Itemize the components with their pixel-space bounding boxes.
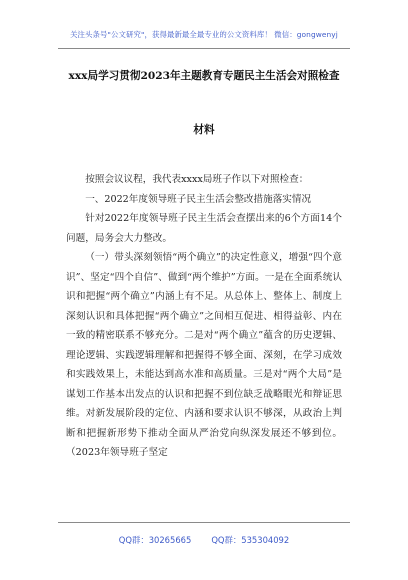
footer-qq-group-1: QQ群：30265665	[118, 535, 192, 545]
footer-divider	[58, 522, 350, 523]
footer-qq-group-2: QQ群：535304092	[211, 535, 290, 545]
section-heading-1: 一、2022年度领导班子民主生活会整改措施落实情况	[85, 193, 312, 205]
footer	[0, 534, 408, 546]
document-title: xxx局学习贯彻2023年主题教育专题民主生活会对照检查	[68, 70, 340, 82]
paragraph-item-1: （一）带头深刻领悟“两个确立”的决定性意义，增强“四个意识”、坚定“四个自信”、做到“两个维护”方面。一是在全面系统认识和把握“两个确立”内涵上有不足。从总体上、整体上、制度上深刻认识和具体把握“两个确立”之间相互促进、相得益彰、内在一致的精密联系不够充分。二是对“两个确立”蕴含的历史逻辑、理论逻辑、实践逻辑理解和把握得不够全面、深刻，在学习成效和实践效果上，未能达到高水准和高质量。三是对“两个大局”是谋划工作基本出发点的认识和把握不到位缺乏战略眼光和辩证思维。对新发展阶段的定位、内涵和要求认识不够深，从政治上判断和把握新形势下推动全面从严治党向纵深发展还不够到位。（2023年领导班子坚定	[66, 252, 342, 458]
header-banner: 关注头条号"公文研究"，获得最新最全最专业的公文资料库！ 微信：gongwenyj	[70, 30, 338, 39]
header-divider	[58, 48, 350, 49]
paragraph-intro: 按照会议议程，我代表xxxx局班子作以下对照检查：	[85, 174, 309, 185]
document-body	[66, 170, 342, 463]
paragraph-summary: 针对2022年度领导班子民主生活会查摆出来的6个方面14个问题，局务会大力整改。	[66, 213, 342, 244]
document-subtitle: 材料	[193, 124, 215, 136]
